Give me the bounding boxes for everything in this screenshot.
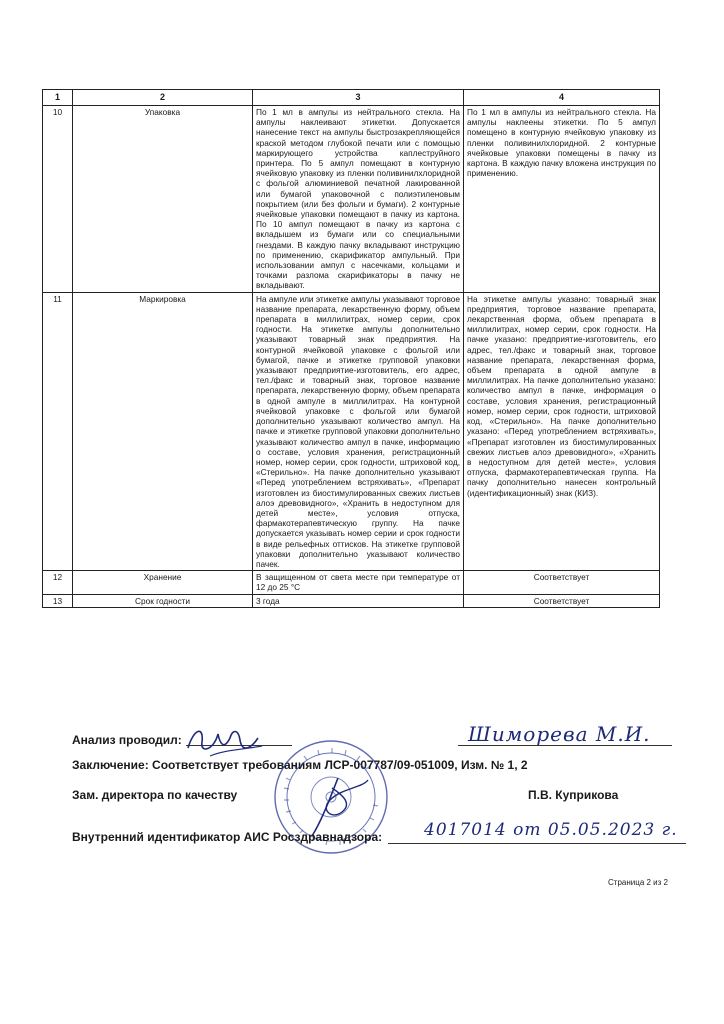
table-row <box>43 106 660 293</box>
row-number: 12 <box>43 571 73 594</box>
row-number: 11 <box>43 292 73 570</box>
specification-table <box>42 89 660 608</box>
analyst-signature <box>180 720 270 760</box>
analyst-name-line <box>458 745 672 746</box>
parameter-name: Упаковка <box>73 106 253 293</box>
table-row <box>43 594 660 607</box>
result-text: Соответствует <box>464 594 660 607</box>
parameter-name: Маркировка <box>73 292 253 570</box>
table-row <box>43 571 660 594</box>
parameter-name: Срок годности <box>73 594 253 607</box>
table-header-row <box>43 90 660 106</box>
column-header-4: 4 <box>464 90 660 106</box>
identifier-line <box>388 843 686 844</box>
column-header-1: 1 <box>43 90 73 106</box>
identifier-label: Внутренний идентификатор АИС Росздравнадзора: <box>72 830 383 844</box>
result-text: На этикетке ампулы указано: товарный знак предприятия, торговое название препарата, лекарственная форма, объем препарата в миллилитрах, номер серии, срок годности. На пачке указано: предприятие-изготовитель, его адрес, тел./факс и товарный знак, торговое название препарата, лекарственная форма, объем препарата в одной ампуле в миллилитрах. На пачке дополнительно указано: количество ампул в пачке, информация о составе, условия хранения, регистрационный номер, номер серии, срок годности, штриховой код, «Стерильно». На пачке дополнительно указано: «Перед употреблением встряхивать», «Препарат изготовлен из биостимулированных свежих листьев алоэ древовидного», «Хранить в недоступном для детей месте», условия отпуска, фармакотерапевтическая группа. На пачку дополнительно нанесен контрольный (идентификационный) знак (КИЗ). <box>464 292 660 570</box>
specification-text: В защищенном от света месте при температуре от 12 до 25 °С <box>253 571 464 594</box>
column-header-3: 3 <box>253 90 464 106</box>
row-number: 10 <box>43 106 73 293</box>
analyst-name-handwritten: Шиморева М.И. <box>468 722 651 746</box>
deputy-label: Зам. директора по качеству <box>72 788 238 802</box>
analysis-label: Анализ проводил: <box>72 733 182 747</box>
table-row <box>43 292 660 570</box>
specification-text: 3 года <box>253 594 464 607</box>
deputy-name: П.В. Куприкова <box>528 788 619 802</box>
result-text: По 1 мл в ампулы из нейтрального стекла. На ампулы наклеены этикетки. По 5 ампул помещено в контурную ячейковую упаковку из пленки поливинилхлоридной. 2 контурные ячейковые упаковки помещены в пачку из картона. В каждую пачку вложена инструкция по применению. <box>464 106 660 293</box>
page-number: Страница 2 из 2 <box>608 878 668 887</box>
identifier-handwritten: 4017014 от 05.05.2023 г. <box>424 820 678 840</box>
row-number: 13 <box>43 594 73 607</box>
column-header-2: 2 <box>73 90 253 106</box>
conclusion-text: Заключение: Соответствует требованиям ЛСР-007787/09-051009, Изм. № 1, 2 <box>72 758 528 772</box>
specification-text: На ампуле или этикетке ампулы указывают торговое название препарата, лекарственную форму, объем препарата в миллилитрах, номер серии, срок годности. На этикетке ампулы дополнительно указывают товарный знак предприятия. На контурной ячейковой упаковке с фольгой или бумагой, пачке и этикетке групповой упаковки указывают предприятие-изготовитель, его адрес, тел./факс и товарный знак, торговое название препарата, лекарственную форму, объем препарата в одной ампуле в миллилитрах. На контурной ячейковой упаковке с фольгой или бумагой дополнительно указывают количество ампул. На пачке и этикетке групповой упаковки дополнительно указывают количество ампул в пачке, информацию о составе, условия хранения, регистрационный номер, номер серии, срок годности, штриховой код, «Стерильно». На пачке дополнительно указывают «Перед употреблением встряхивать», «Препарат изготовлен из биостимулированных свежих листьев алоэ древовидного», «Хранить в недоступном для детей месте», условия отпуска, фармакотерапевтическую группу. На пачке допускается указывать номер серии и срок годности в виде рельефных оттисков. На этикетке групповой упаковки дополнительно указывают количество пачек. <box>253 292 464 570</box>
specification-text: По 1 мл в ампулы из нейтрального стекла. На ампулы наклеивают этикетки. Допускается нанесение текст на ампулы быстрозакрепляющейся краской методом глубокой печати или с помощью маркирующего устройства каплеструйного принтера. По 5 ампул помещают в контурную ячейковую упаковку из пленки поливинилхлоридной с фольгой алюминиевой печатной лакированной или бумагой упаковочной с полиэтиленовым покрытием (или без фольги и бумаги). 2 контурные ячейковые упаковки помещают в пачку из картона. По 10 ампул помещают в пачку из картона с вкладышем из бумаги или со специальными гнездами. В каждую пачку вкладывают инструкцию по применению, скарификатор ампульный. При использовании ампул с насечками, кольцами и точками разлома скарификаторы в пачку не вкладывают. <box>253 106 464 293</box>
result-text: Соответствует <box>464 571 660 594</box>
parameter-name: Хранение <box>73 571 253 594</box>
